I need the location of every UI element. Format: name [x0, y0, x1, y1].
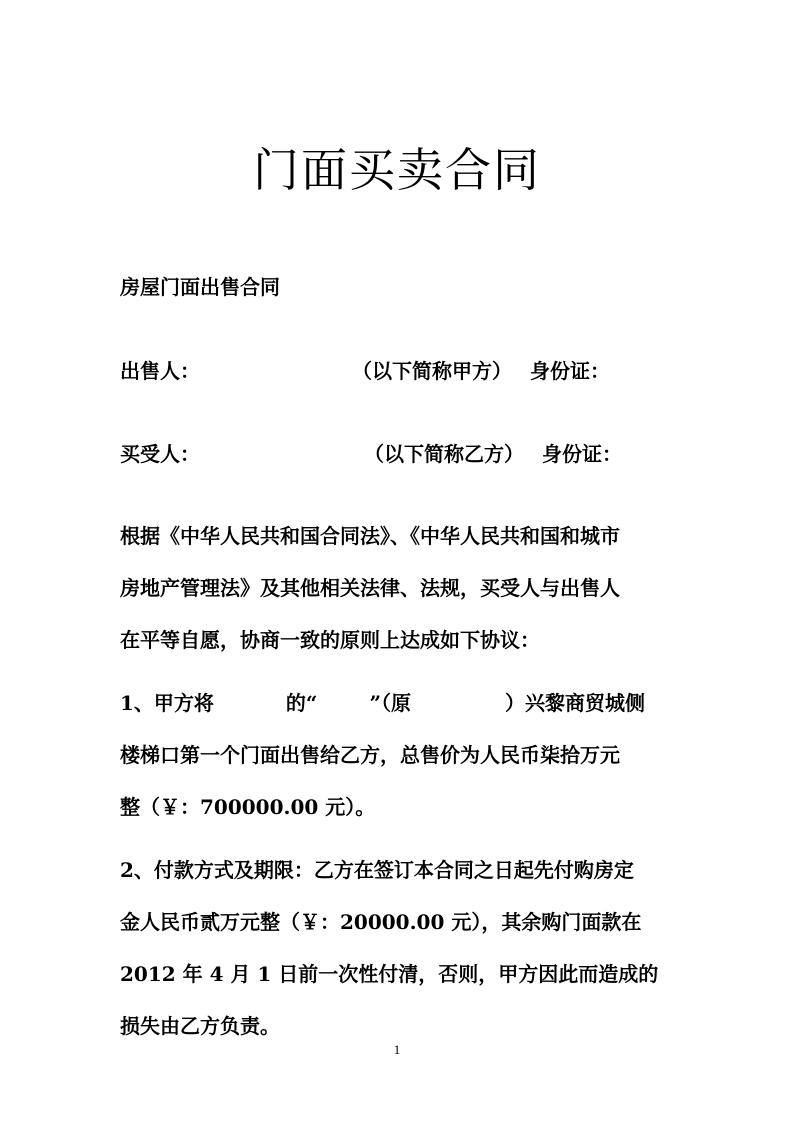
clause-1-part-a: 1、甲方将 — [120, 691, 214, 715]
clause-1-part-c: ”（原 — [369, 691, 411, 715]
buyer-id-label: 身份证： — [542, 442, 622, 466]
clause-1-line-3: 整（￥：700000.00 元）。 — [120, 795, 376, 819]
clause-1 — [120, 677, 680, 833]
preamble-line: 根据《中华人民共和国合同法》、《中华人民共和国和城市 — [120, 524, 620, 548]
seller-label: 出售人： — [120, 359, 200, 383]
preamble-line: 在平等自愿，协商一致的原则上达成如下协议： — [120, 628, 540, 652]
buyer-label: 买受人： — [120, 442, 200, 466]
clause-2-line: 金人民币贰万元整（￥：20000.00 元），其余购门面款在 — [120, 910, 642, 934]
clause-2 — [120, 844, 680, 1052]
clause-2-line: 2、付款方式及期限：乙方在签订本合同之日起先付购房定 — [120, 858, 634, 882]
clause-2-line: 2012 年 4 月 1 日前一次性付清，否则，甲方因此而造成的 — [120, 962, 659, 986]
seller-id-label: 身份证： — [530, 359, 610, 383]
preamble-paragraph — [120, 510, 680, 666]
clause-1-line-1 — [120, 677, 680, 729]
clause-2-line: 损失由乙方负责。 — [120, 1014, 280, 1038]
seller-note: （以下简称甲方） — [352, 359, 512, 383]
document-subtitle: 房屋门面出售合同 — [120, 275, 280, 299]
buyer-note: （以下简称乙方） — [364, 442, 524, 466]
document-title: 门面买卖合同 — [253, 143, 541, 197]
page-number: 1 — [393, 1042, 401, 1057]
clause-1-part-d: ）兴黎商贸城侧 — [504, 691, 645, 715]
preamble-line: 房地产管理法》及其他相关法律、法规，买受人与出售人 — [120, 576, 620, 600]
seller-line — [120, 357, 610, 385]
clause-1-part-b: 的“ — [285, 691, 318, 715]
clause-1-line-2: 楼梯口第一个门面出售给乙方，总售价为人民币柒拾万元 — [120, 743, 620, 767]
buyer-line — [120, 440, 622, 468]
